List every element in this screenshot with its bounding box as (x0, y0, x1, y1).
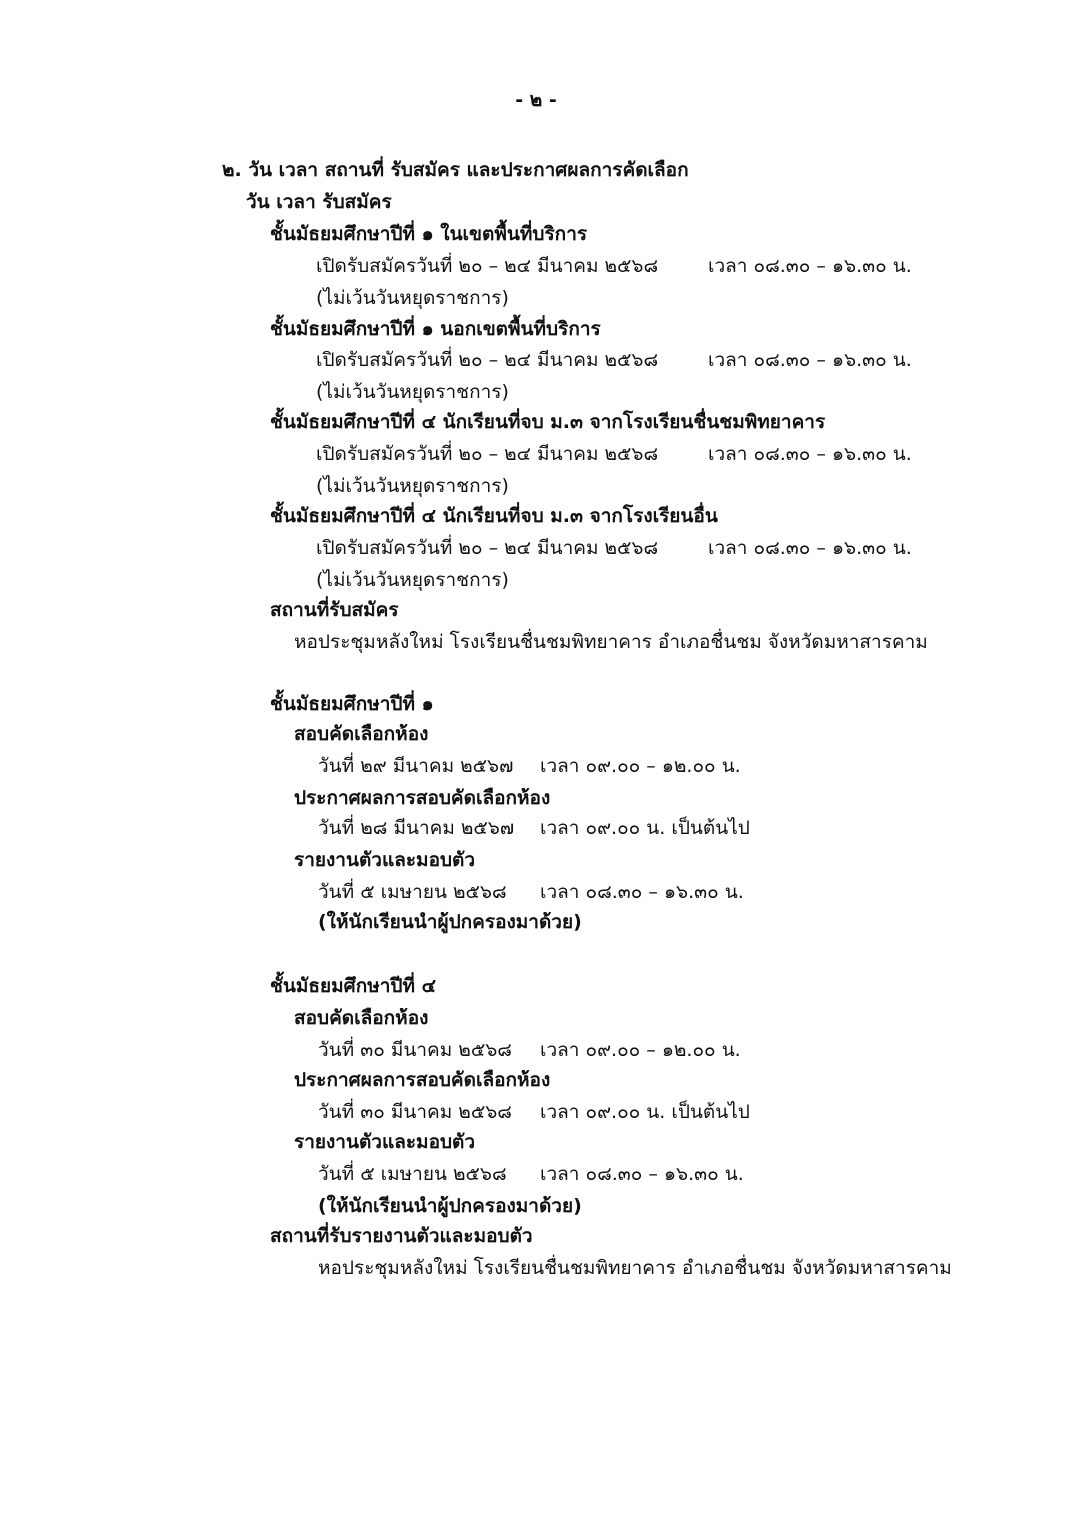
exam-title: สอบคัดเลือกห้อง (294, 1007, 429, 1029)
report-place-title: สถานที่รับรายงานตัวและมอบตัว (270, 1225, 533, 1247)
apply-open-date: เปิดรับสมัครวันที่ ๒๐ – ๒๔ มีนาคม ๒๕๖๘ (316, 443, 659, 465)
page-number: - ๒ - (515, 89, 557, 111)
report-note: (ให้นักเรียนนำผู้ปกครองมาด้วย) (318, 1195, 582, 1217)
apply-schedule-title: วัน เวลา รับสมัคร (246, 191, 392, 213)
apply-note: (ไม่เว้นวันหยุดราชการ) (316, 381, 509, 403)
apply-group-title: ชั้นมัธยมศึกษาปีที่ ๑ ในเขตพื้นที่บริการ (270, 223, 588, 245)
exam-date: วันที่ ๓๐ มีนาคม ๒๕๖๘ (318, 1039, 512, 1061)
report-note: (ให้นักเรียนนำผู้ปกครองมาด้วย) (318, 911, 582, 933)
apply-place-title: สถานที่รับสมัคร (270, 599, 399, 621)
announce-title: ประกาศผลการสอบคัดเลือกห้อง (294, 1069, 551, 1091)
apply-group-title: ชั้นมัธยมศึกษาปีที่ ๑ นอกเขตพื้นที่บริการ (270, 318, 601, 340)
announce-time: เวลา ๐๙.๐๐ น. เป็นต้นไป (540, 817, 750, 839)
apply-group-title: ชั้นมัธยมศึกษาปีที่ ๔ นักเรียนที่จบ ม.๓ จากโรงเรียนอื่น (270, 505, 718, 527)
exam-time: เวลา ๐๙.๐๐ – ๑๒.๐๐ น. (540, 755, 741, 777)
apply-time: เวลา ๐๘.๓๐ – ๑๖.๓๐ น. (708, 255, 912, 277)
grade-title: ชั้นมัธยมศึกษาปีที่ ๔ (270, 975, 436, 997)
apply-time: เวลา ๐๘.๓๐ – ๑๖.๓๐ น. (708, 537, 912, 559)
report-title: รายงานตัวและมอบตัว (294, 849, 476, 871)
apply-note: (ไม่เว้นวันหยุดราชการ) (316, 569, 509, 591)
apply-group-title: ชั้นมัธยมศึกษาปีที่ ๔ นักเรียนที่จบ ม.๓ จากโรงเรียนชื่นชมพิทยาคาร (270, 411, 826, 433)
grade-title: ชั้นมัธยมศึกษาปีที่ ๑ (270, 693, 434, 715)
apply-time: เวลา ๐๘.๓๐ – ๑๖.๓๐ น. (708, 443, 912, 465)
announce-title: ประกาศผลการสอบคัดเลือกห้อง (294, 787, 551, 809)
report-date: วันที่ ๕ เมษายน ๒๕๖๘ (318, 881, 507, 903)
announce-date: วันที่ ๓๐ มีนาคม ๒๕๖๘ (318, 1101, 512, 1123)
exam-time: เวลา ๐๙.๐๐ – ๑๒.๐๐ น. (540, 1039, 741, 1061)
announce-time: เวลา ๐๙.๐๐ น. เป็นต้นไป (540, 1101, 750, 1123)
report-date: วันที่ ๕ เมษายน ๒๕๖๘ (318, 1163, 507, 1185)
report-place: หอประชุมหลังใหม่ โรงเรียนชื่นชมพิทยาคาร อำเภอชื่นชม จังหวัดมหาสารคาม (318, 1257, 952, 1279)
apply-place: หอประชุมหลังใหม่ โรงเรียนชื่นชมพิทยาคาร อำเภอชื่นชม จังหวัดมหาสารคาม (294, 631, 928, 653)
apply-note: (ไม่เว้นวันหยุดราชการ) (316, 287, 509, 309)
exam-title: สอบคัดเลือกห้อง (294, 723, 429, 745)
apply-open-date: เปิดรับสมัครวันที่ ๒๐ – ๒๔ มีนาคม ๒๕๖๘ (316, 537, 659, 559)
section-heading: ๒. วัน เวลา สถานที่ รับสมัคร และประกาศผลการคัดเลือก (222, 159, 689, 181)
apply-open-date: เปิดรับสมัครวันที่ ๒๐ – ๒๔ มีนาคม ๒๕๖๘ (316, 349, 659, 371)
exam-date: วันที่ ๒๙ มีนาคม ๒๕๖๗ (318, 755, 514, 777)
apply-note: (ไม่เว้นวันหยุดราชการ) (316, 475, 509, 497)
report-time: เวลา ๐๘.๓๐ – ๑๖.๓๐ น. (540, 881, 744, 903)
report-title: รายงานตัวและมอบตัว (294, 1131, 476, 1153)
apply-time: เวลา ๐๘.๓๐ – ๑๖.๓๐ น. (708, 349, 912, 371)
announce-date: วันที่ ๒๘ มีนาคม ๒๕๖๗ (318, 817, 515, 839)
report-time: เวลา ๐๘.๓๐ – ๑๖.๓๐ น. (540, 1163, 744, 1185)
apply-open-date: เปิดรับสมัครวันที่ ๒๐ – ๒๔ มีนาคม ๒๕๖๘ (316, 255, 659, 277)
